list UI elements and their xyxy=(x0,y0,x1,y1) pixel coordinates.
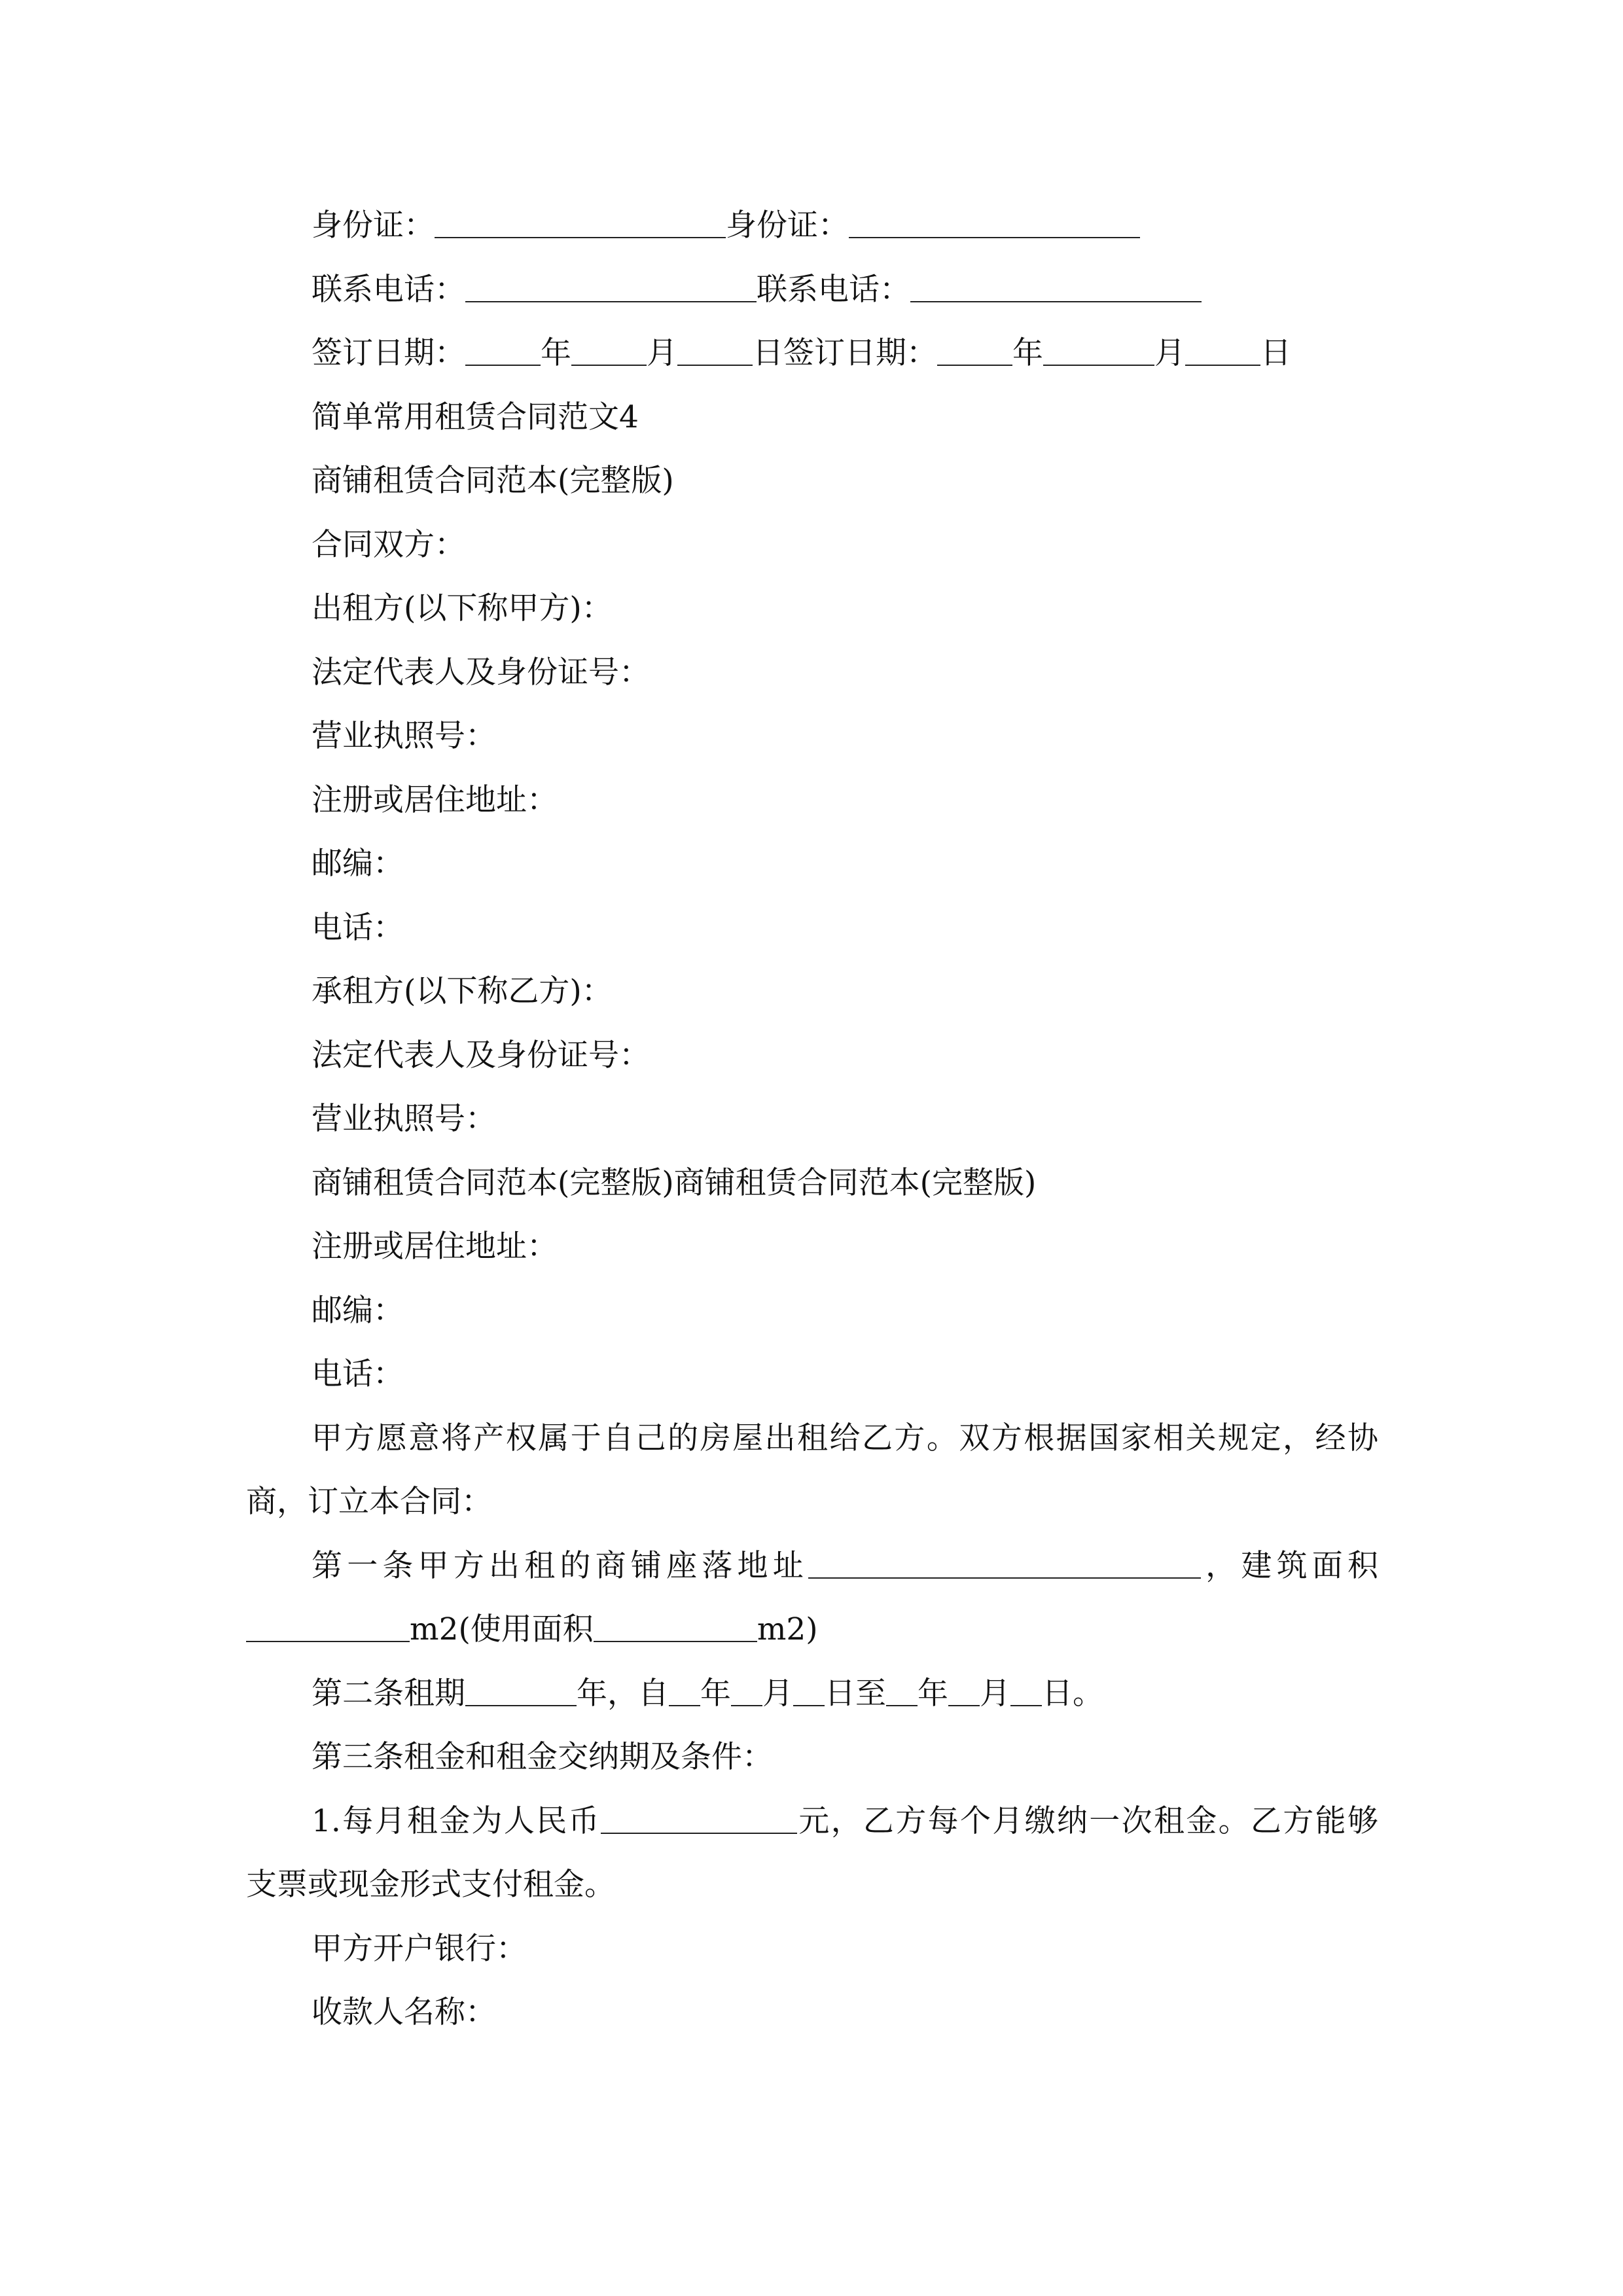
start-month-blank[interactable] xyxy=(731,1679,762,1706)
id-blank-b[interactable] xyxy=(849,211,1140,238)
lessee-postcode: 邮编： xyxy=(312,1292,404,1329)
year-unit: 年 xyxy=(700,1675,731,1712)
lessor-title: 出租方(以下称甲方)： xyxy=(312,590,613,626)
lessee-license: 营业执照号： xyxy=(312,1101,496,1137)
payee-label: 收款人名称： xyxy=(312,1994,496,2030)
article1-area-label: ，建筑面积 xyxy=(1200,1547,1379,1584)
repeated-title-line: 商铺租赁合同范本(完整版)商铺租赁合同范本(完整版) xyxy=(312,1164,1037,1201)
usable-area-blank[interactable] xyxy=(594,1615,757,1642)
article3-item1-line-1 xyxy=(246,1789,1378,1854)
sign-date-line xyxy=(246,321,1378,386)
year-blank-a[interactable] xyxy=(465,338,541,366)
end-year-blank[interactable] xyxy=(886,1679,918,1706)
phone-label-a: 联系电话： xyxy=(312,271,465,308)
sign-date-label-b: 签订日期： xyxy=(783,335,937,371)
phone-blank-b[interactable] xyxy=(910,275,1202,302)
rent-text: 1.每月租金为人民币 xyxy=(312,1803,601,1839)
start-year-blank[interactable] xyxy=(669,1679,700,1706)
day-unit: 日 xyxy=(753,335,783,371)
lease-years-blank[interactable] xyxy=(465,1679,577,1706)
month-unit: 月 xyxy=(647,335,677,371)
year-blank-b[interactable] xyxy=(937,338,1012,366)
start-day-blank[interactable] xyxy=(793,1679,825,1706)
lessee-address: 注册或居住地址： xyxy=(312,1229,558,1265)
building-area-blank[interactable] xyxy=(246,1615,410,1642)
id-blank-a[interactable] xyxy=(435,211,726,238)
end-day-blank[interactable] xyxy=(1010,1679,1042,1706)
phone-label-b: 联系电话： xyxy=(757,271,910,308)
article2-line xyxy=(246,1662,1378,1726)
id-card-line xyxy=(246,194,1378,258)
lessee-legal-rep: 法定代表人及身份证号： xyxy=(312,1037,650,1073)
month-unit: 月 xyxy=(980,1675,1010,1712)
article1-line-2 xyxy=(246,1598,1378,1662)
lessee-phone: 电话： xyxy=(312,1356,404,1392)
month-unit: 月 xyxy=(1154,335,1185,371)
id-label-a: 身份证： xyxy=(312,207,435,243)
id-label-b: 身份证： xyxy=(726,207,849,243)
lessor-phone: 电话： xyxy=(312,909,404,946)
article2-text: 第二条租期 xyxy=(312,1675,465,1712)
phone-blank-a[interactable] xyxy=(465,275,757,302)
lessor-license: 营业执照号： xyxy=(312,718,496,754)
section-heading: 简单常用租赁合同范文4 xyxy=(312,399,639,435)
rent-amount-blank[interactable] xyxy=(601,1806,797,1834)
article1-text: 第一条甲方出租的商铺座落地址 xyxy=(312,1547,808,1584)
year-unit: 年 xyxy=(918,1675,948,1712)
intro-line-1: 甲方愿意将产权属于自己的房屋出租给乙方。双方根据国家相关规定，经协 xyxy=(312,1420,1378,1456)
lessor-postcode: 邮编： xyxy=(312,846,404,882)
article2-from: 年，自 xyxy=(577,1675,669,1712)
end-month-blank[interactable] xyxy=(948,1679,980,1706)
month-blank-a[interactable] xyxy=(571,338,647,366)
year-unit: 年 xyxy=(541,335,571,371)
parties-label: 合同双方： xyxy=(312,526,465,563)
document-page xyxy=(246,194,1378,2045)
day-unit: 日。 xyxy=(1042,1675,1103,1712)
article2-to: 日至 xyxy=(825,1675,886,1712)
month-unit: 月 xyxy=(762,1675,793,1712)
lessor-address: 注册或居住地址： xyxy=(312,781,558,818)
month-blank-b[interactable] xyxy=(1043,338,1154,366)
day-unit: 日 xyxy=(1260,335,1291,371)
area-unit-end: m2) xyxy=(757,1611,818,1647)
day-blank-b[interactable] xyxy=(1185,338,1260,366)
year-unit: 年 xyxy=(1012,335,1043,371)
lessee-title: 承租方(以下称乙方)： xyxy=(312,973,613,1009)
area-unit: m2(使用面积 xyxy=(410,1611,594,1647)
rent-text-2: 元，乙方每个月缴纳一次租金。乙方能够 xyxy=(796,1803,1379,1839)
day-blank-a[interactable] xyxy=(677,338,753,366)
sign-date-label-a: 签订日期： xyxy=(312,335,465,371)
lessor-legal-rep: 法定代表人及身份证号： xyxy=(312,654,650,691)
article1-line-1 xyxy=(246,1534,1378,1598)
article3-title: 第三条租金和租金交纳期及条件： xyxy=(312,1739,773,1775)
address-blank[interactable] xyxy=(808,1551,1201,1579)
contract-title: 商铺租赁合同范本(完整版) xyxy=(312,463,674,499)
article3-item1-line-2: 支票或现金形式支付租金。 xyxy=(246,1867,615,1903)
phone-line xyxy=(246,258,1378,322)
bank-label: 甲方开户银行： xyxy=(312,1930,527,1967)
intro-line-2: 商，订立本合同： xyxy=(246,1484,492,1520)
